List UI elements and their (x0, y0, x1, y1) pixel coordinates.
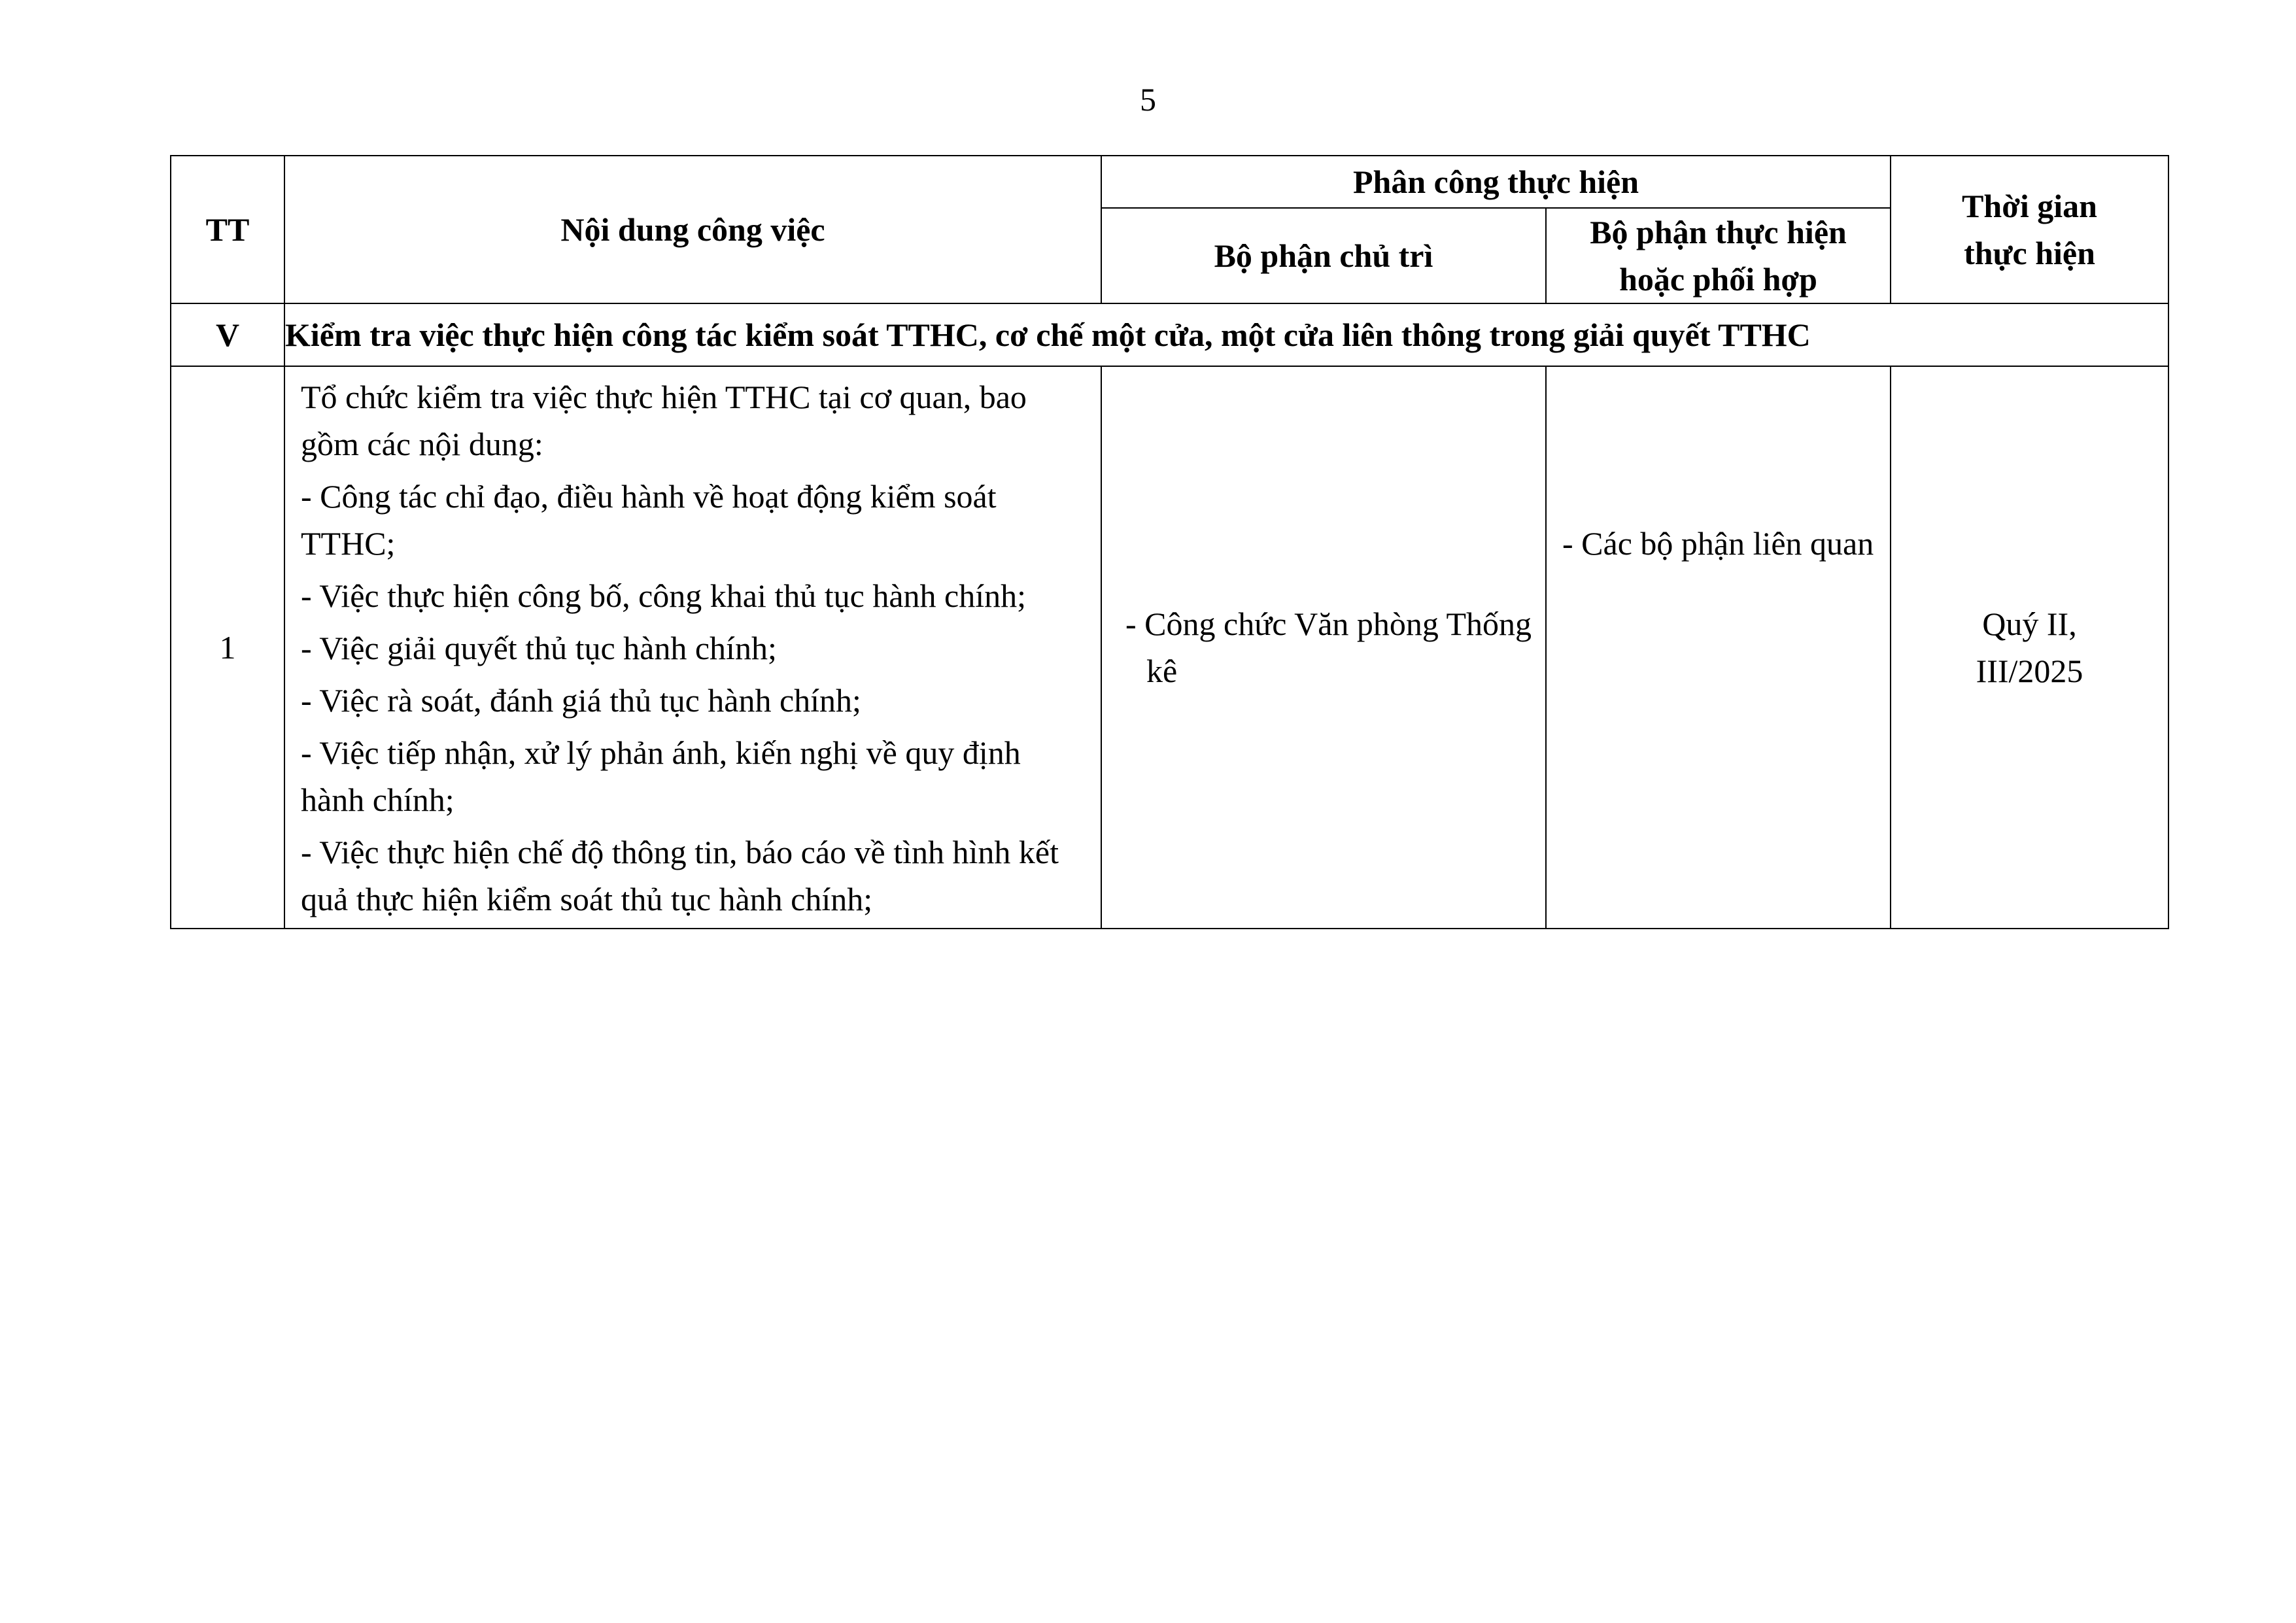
row-tt: 1 (171, 366, 284, 929)
header-row-top (171, 156, 2168, 208)
coop-unit-text: - Các bộ phận liên quan (1562, 525, 1874, 562)
header-time-line2: thực hiện (1964, 235, 2095, 271)
table-row (171, 366, 2168, 929)
row-time (1891, 366, 2168, 929)
header-tt: TT (171, 156, 284, 303)
lead-unit-text: - Công chức Văn phòng Thống kê (1125, 606, 1532, 689)
content-item: Tổ chức kiểm tra việc thực hiện TTHC tại cơ quan, bao gồm các nội dung: (301, 379, 1027, 462)
section-title: Kiểm tra việc thực hiện công tác kiểm soát TTHC, cơ chế một cửa, một cửa liên thông trong giải quyết TTHC (284, 303, 2168, 366)
content-item: - Việc thực hiện công bố, công khai thủ tục hành chính; (301, 577, 1027, 614)
content-item: - Việc giải quyết thủ tục hành chính; (301, 630, 777, 666)
time-line2: III/2025 (1976, 653, 2083, 689)
header-coop-line2: hoặc phối hợp (1619, 261, 1817, 298)
row-lead-unit (1101, 366, 1546, 929)
content-item: - Việc rà soát, đánh giá thủ tục hành chính; (301, 682, 861, 719)
header-content: Nội dung công việc (284, 156, 1101, 303)
section-row (171, 303, 2168, 366)
content-item: - Việc tiếp nhận, xử lý phản ánh, kiến nghị về quy định hành chính; (301, 734, 1021, 818)
header-lead-unit: Bộ phận chủ trì (1101, 208, 1546, 303)
time-line1: Quý II, (1982, 606, 2077, 642)
section-number: V (171, 303, 284, 366)
header-coop-line1: Bộ phận thực hiện (1590, 214, 1847, 250)
header-assignment: Phân công thực hiện (1101, 156, 1891, 208)
row-content (284, 366, 1101, 929)
work-plan-table (170, 155, 2169, 929)
page-number: 5 (1140, 81, 1156, 118)
header-coop-unit (1546, 208, 1891, 303)
header-time-line1: Thời gian (1962, 188, 2097, 224)
content-item: - Việc thực hiện chế độ thông tin, báo cáo về tình hình kết quả thực hiện kiểm soát thủ tục hành chính; (301, 834, 1059, 917)
row-coop-unit (1546, 366, 1891, 929)
header-time (1891, 156, 2168, 303)
content-item: - Công tác chỉ đạo, điều hành về hoạt động kiểm soát TTHC; (301, 478, 997, 562)
